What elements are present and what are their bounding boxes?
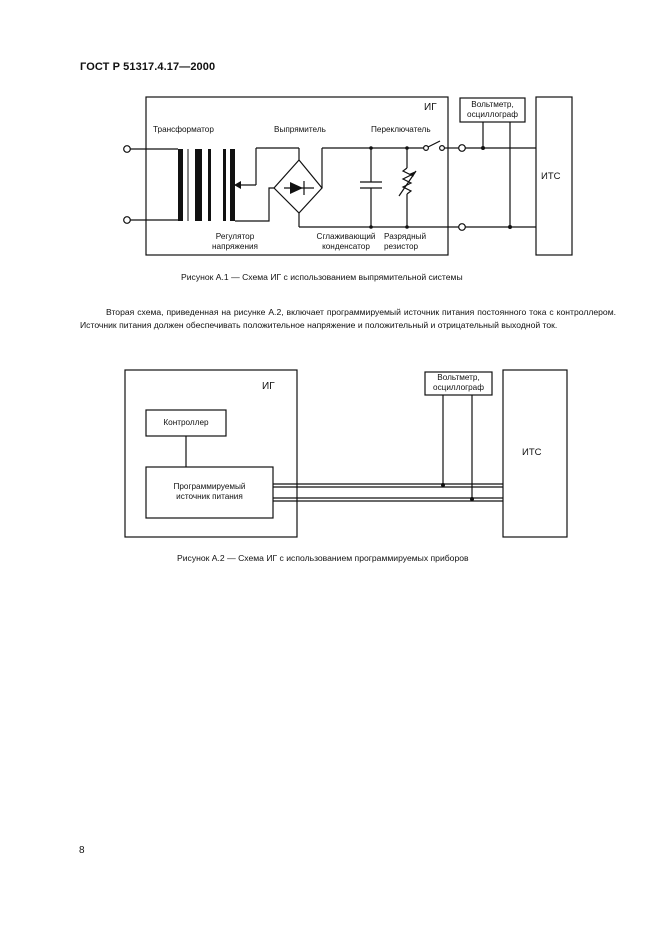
rectifier-label: Выпрямитель — [274, 125, 326, 134]
controller-label: Контроллер — [163, 418, 209, 427]
resistor-label: Разрядный резистор — [384, 232, 427, 251]
ig-box-a2 — [125, 370, 297, 537]
its-label-a2: ИТС — [522, 447, 542, 458]
voltmeter-label-a2: Вольтметр, осциллограф — [433, 373, 484, 392]
ig-label-a1: ИГ — [424, 102, 437, 113]
its-label-a1: ИТС — [541, 171, 561, 182]
capacitor-label: Сглаживающий конденсатор — [316, 232, 376, 251]
body-paragraph: Вторая схема, приведенная на рисунке А.2, включает программируемый источник питания постоянного тока с контроллером. Источник питания должен обеспечивать положительное напряжение и положительный и отрицательный выходной ток. — [80, 307, 616, 331]
voltmeter-leads-a2 — [441, 395, 474, 501]
page-number: 8 — [79, 845, 85, 856]
figure-a2-caption: Рисунок А.2 — Схема ИГ с использованием программируемых приборов — [177, 553, 469, 563]
figure-a1-caption: Рисунок А.1 — Схема ИГ с использованием выпрямительной системы — [181, 272, 463, 282]
document-header-title: ГОСТ Р 51317.4.17—2000 — [80, 61, 216, 73]
voltmeter-label-a1: Вольтметр, осциллограф — [467, 100, 518, 119]
power-source-label: Программируемый источник питания — [173, 482, 246, 501]
output-lines-a2 — [273, 484, 503, 501]
regulator-label: Регулятор напряжения — [212, 232, 258, 251]
switch-label: Переключатель — [371, 125, 431, 134]
transformer-label: Трансформатор — [153, 125, 214, 134]
ig-label-a2: ИГ — [262, 381, 275, 392]
